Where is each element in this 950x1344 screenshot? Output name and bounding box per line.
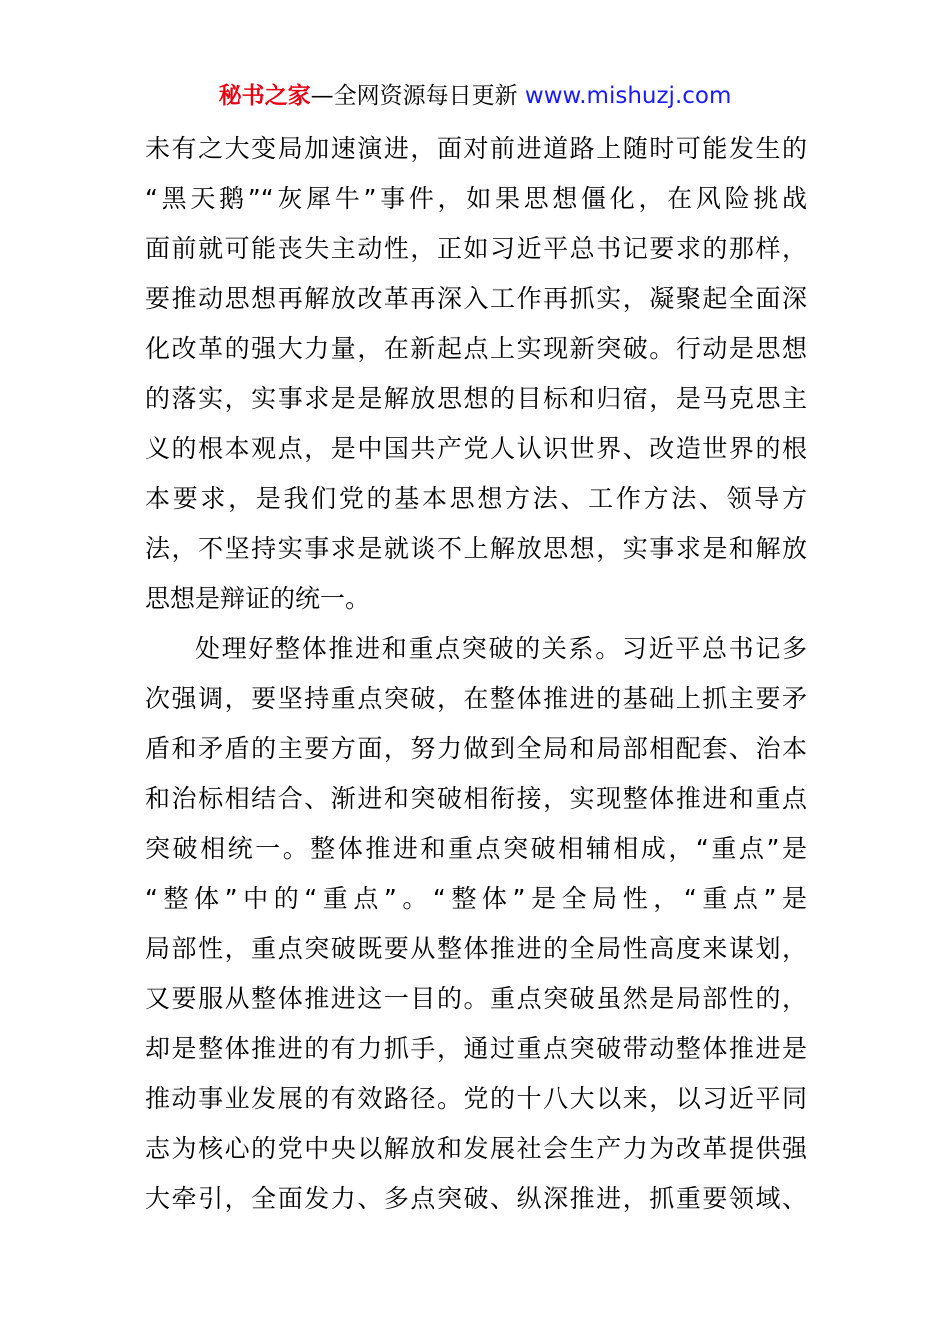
text-line: 法，不坚持实事求是就谈不上解放思想，实事求是和解放 (145, 534, 807, 563)
text-line: 未有之大变局加速演进，面对前进道路上随时可能发生的 (145, 134, 807, 163)
text-line: 突破相统一。整体推进和重点突破相辅相成，“重点”是 (145, 834, 807, 863)
paragraph-2 (145, 624, 807, 1224)
header-slogan: —全网资源每日更新 (310, 83, 518, 109)
text-line: 却是整体推进的有力抓手，通过重点突破带动整体推进是 (145, 1034, 807, 1063)
text-line: 盾和矛盾的主要方面，努力做到全局和局部相配套、治本 (145, 734, 807, 763)
text-line: 和治标相结合、渐进和突破相衔接，实现整体推进和重点 (145, 784, 807, 813)
text-line: 的落实，实事求是是解放思想的目标和归宿，是马克思主 (145, 384, 807, 413)
site-header (0, 80, 950, 112)
site-url-link[interactable]: www.mishuzj.com (524, 83, 732, 109)
text-line: “整体”中的“重点”。“整体”是全局性，“重点”是 (145, 884, 807, 913)
text-line: 推动事业发展的有效路径。党的十八大以来，以习近平同 (145, 1084, 807, 1113)
text-line: 次强调，要坚持重点突破，在整体推进的基础上抓主要矛 (145, 684, 807, 713)
text-line: 处理好整体推进和重点突破的关系。习近平总书记多 (195, 634, 807, 663)
text-line: 义的根本观点，是中国共产党人认识世界、改造世界的根 (145, 434, 807, 463)
brand-name: 秘书之家 (218, 83, 311, 109)
text-line: 又要服从整体推进这一目的。重点突破虽然是局部性的， (145, 984, 807, 1013)
text-line: 要推动思想再解放改革再深入工作再抓实，凝聚起全面深 (145, 284, 807, 313)
document-body (145, 124, 807, 1224)
text-line: 局部性，重点突破既要从整体推进的全局性高度来谋划， (145, 934, 807, 963)
text-line: “黑天鹅”“灰犀牛”事件，如果思想僵化，在风险挑战 (145, 184, 807, 213)
text-line: 本要求，是我们党的基本思想方法、工作方法、领导方 (145, 484, 807, 513)
text-line: 化改革的强大力量，在新起点上实现新突破。行动是思想 (145, 334, 807, 363)
text-line: 志为核心的党中央以解放和发展社会生产力为改革提供强 (145, 1134, 807, 1163)
text-line: 大牵引，全面发力、多点突破、纵深推进，抓重要领域、 (145, 1184, 807, 1213)
text-line: 思想是辩证的统一。 (145, 584, 371, 613)
paragraph-1 (145, 124, 807, 624)
text-line: 面前就可能丧失主动性，正如习近平总书记要求的那样， (145, 234, 807, 263)
